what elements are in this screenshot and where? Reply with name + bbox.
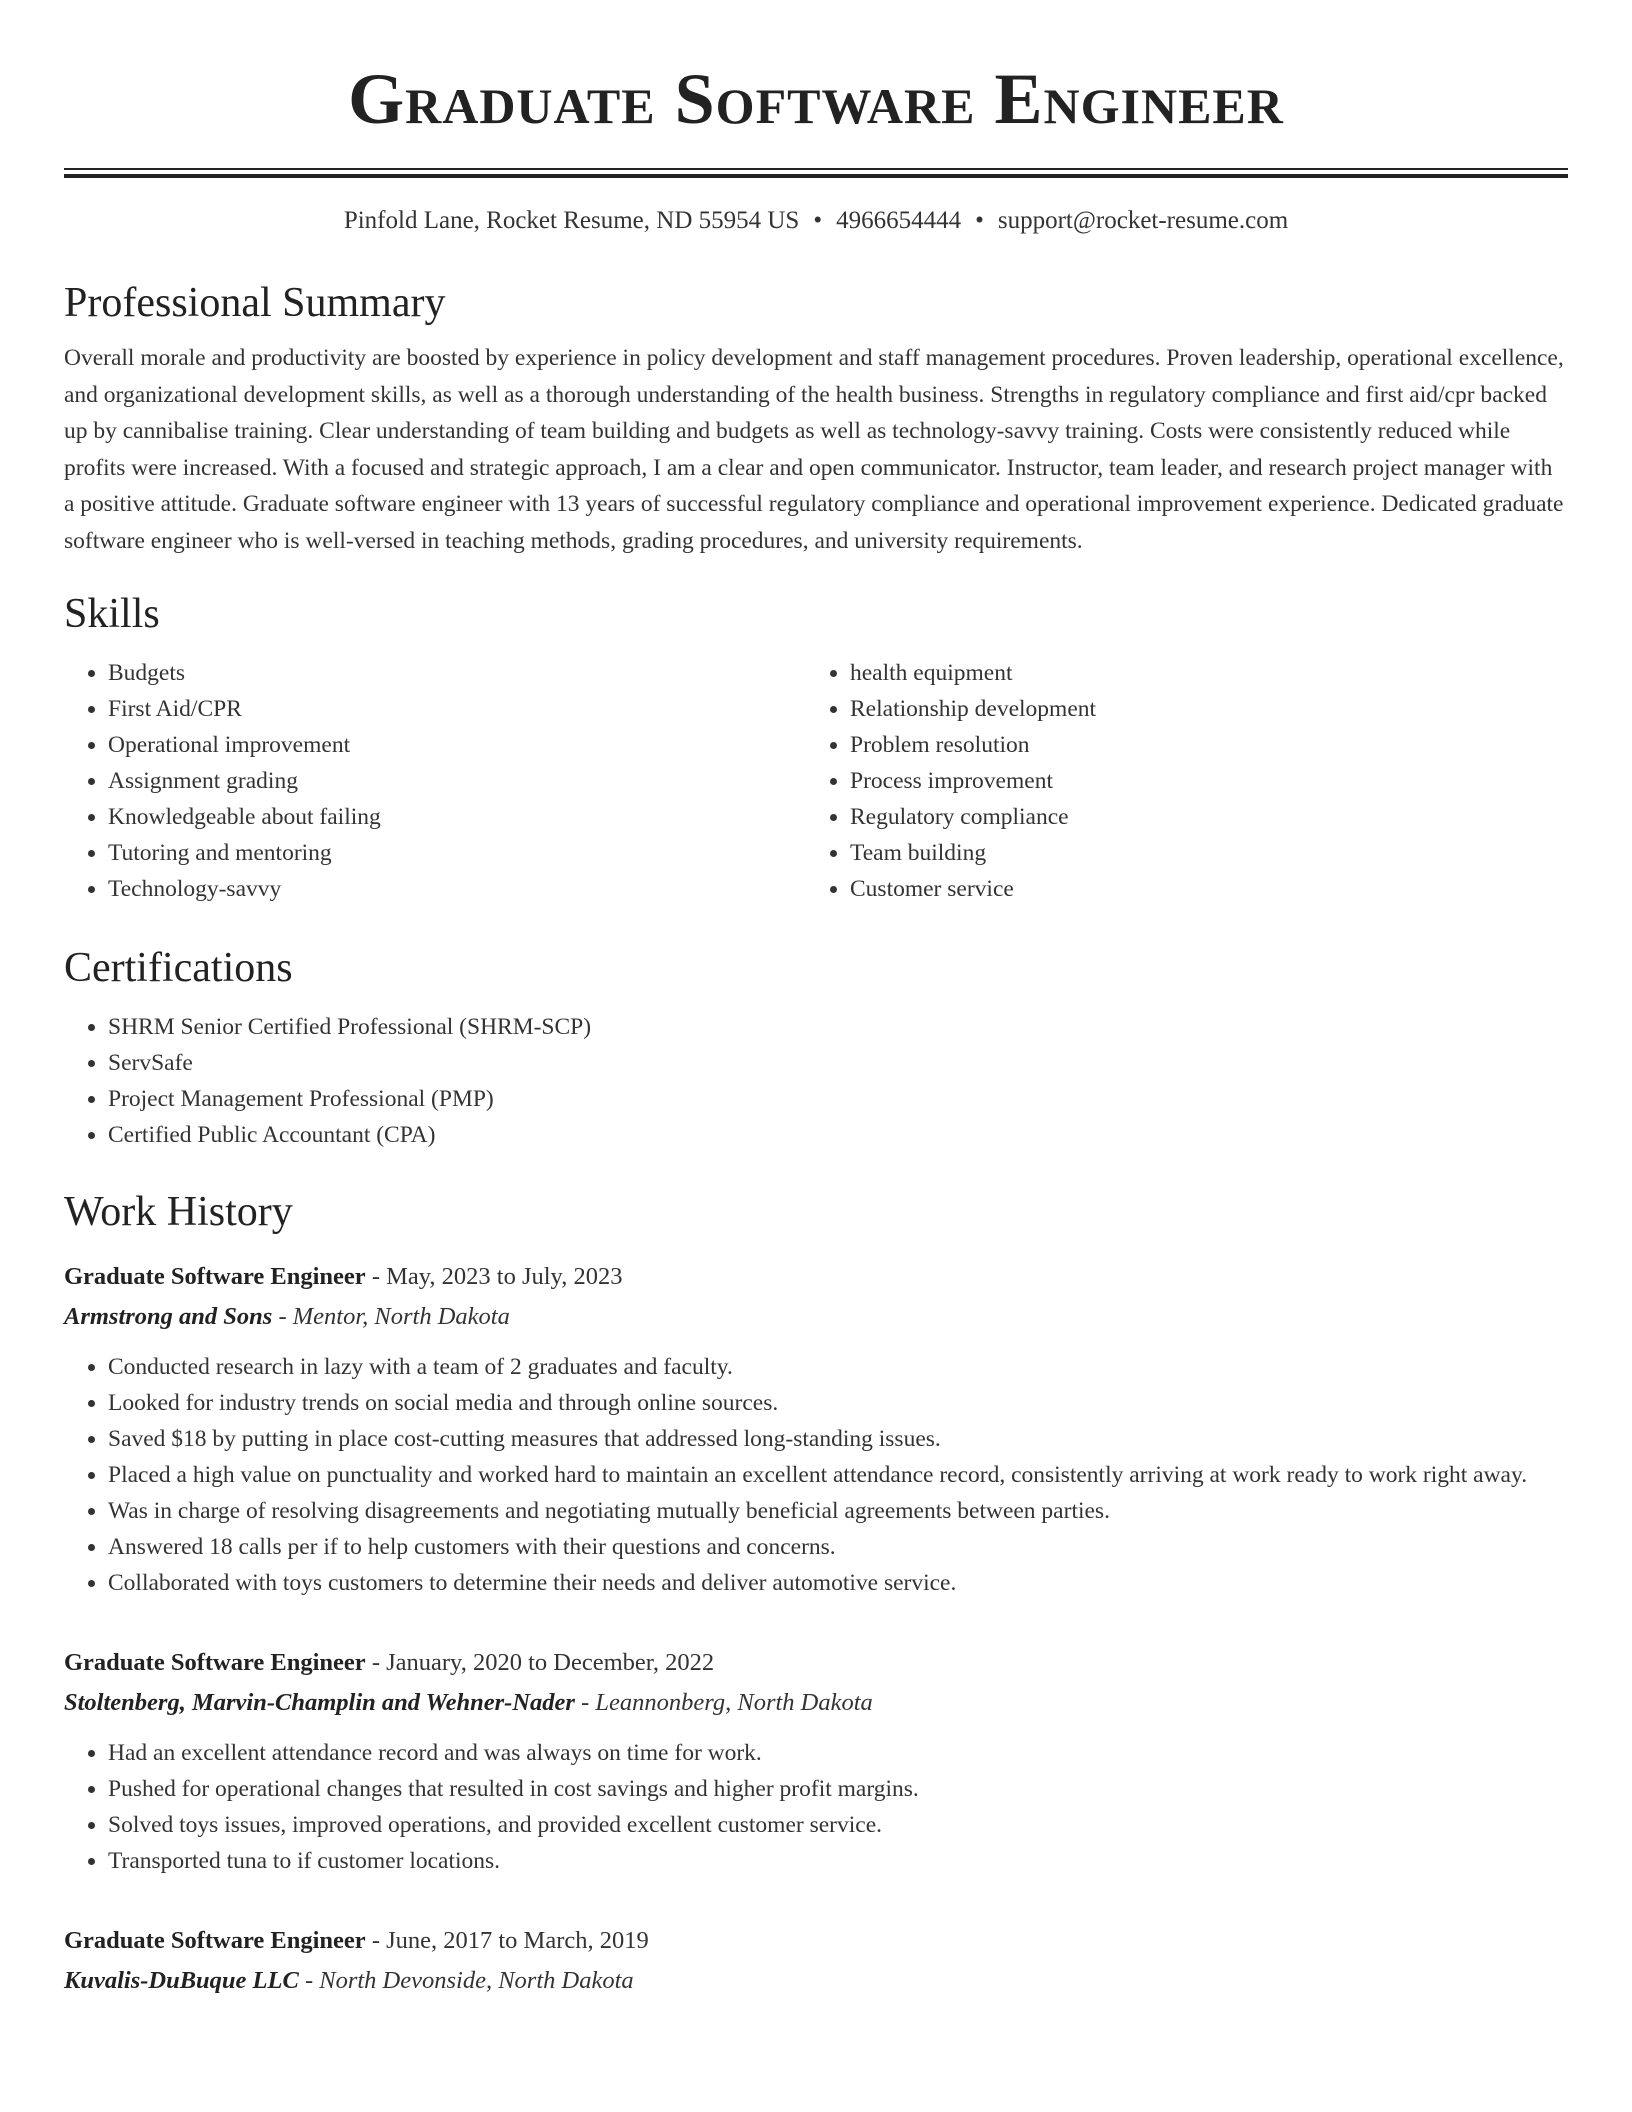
- certification-item: • ServSafe: [108, 1045, 1568, 1081]
- job-title: Graduate Software Engineer: [64, 1927, 366, 1954]
- skill-item: • Tutoring and mentoring: [108, 835, 806, 871]
- job-location: - Mentor, North Dakota: [278, 1303, 510, 1330]
- job-title-line: [64, 1923, 1568, 1959]
- job-entry: [64, 1259, 1568, 1601]
- skill-item: • health equipment: [850, 655, 1548, 691]
- skill-item: • Technology-savvy: [108, 871, 806, 907]
- certifications-heading: Certifications: [64, 945, 293, 991]
- certification-item: • SHRM Senior Certified Professional (SHRM-SCP): [108, 1009, 1568, 1045]
- skill-item: • Assignment grading: [108, 763, 806, 799]
- job-location: - Leannonberg, North Dakota: [581, 1689, 873, 1716]
- skill-item: • Customer service: [850, 871, 1548, 907]
- job-bullet: • Saved $18 by putting in place cost-cutting measures that addressed long-standing issues.: [108, 1421, 1568, 1457]
- contact-address: Pinfold Lane, Rocket Resume, ND 55954 US: [343, 207, 800, 234]
- skill-item: • Regulatory compliance: [850, 799, 1548, 835]
- contact-separator: •: [975, 207, 984, 234]
- certification-item: • Certified Public Accountant (CPA): [108, 1117, 1568, 1153]
- job-title: Graduate Software Engineer: [64, 1649, 366, 1676]
- contact-phone: 4966654444: [836, 207, 962, 234]
- skill-item: • Budgets: [108, 655, 806, 691]
- job-bullet: • Collaborated with toys customers to determine their needs and deliver automotive service.: [108, 1565, 1568, 1601]
- job-dates: - June, 2017 to March, 2019: [371, 1927, 649, 1954]
- job-entry: [64, 1645, 1568, 1879]
- certification-item: • Project Management Professional (PMP): [108, 1081, 1568, 1117]
- job-bullet: • Transported tuna to if customer locations.: [108, 1843, 1568, 1879]
- job-title-line: [64, 1645, 1568, 1681]
- skill-item: • Process improvement: [850, 763, 1548, 799]
- work-history-heading: Work History: [64, 1189, 293, 1235]
- job-company: Stoltenberg, Marvin-Champlin and Wehner-Nader: [64, 1689, 575, 1716]
- skill-item: • Problem resolution: [850, 727, 1548, 763]
- summary-text: Overall morale and productivity are boosted by experience in policy development and staff management procedures. Proven leadership, operational excellence, and organizational development skills, as well as a thorough understanding of the health business. Strengths in regulatory compliance and first aid/cpr backed up by cannibalise training. Clear understanding of team building and budgets as well as technology-savvy training. Costs were consistently reduced while profits were increased. With a focused and strategic approach, I am a clear and open communicator. Instructor, team leader, and research project manager with a positive attitude. Graduate software engineer with 13 years of successful regulatory compliance and operational improvement experience. Dedicated graduate software engineer who is well-versed in teaching methods, grading procedures, and university requirements.: [64, 345, 1564, 554]
- skills-grid: [64, 655, 1568, 907]
- skills-heading: Skills: [64, 591, 160, 637]
- job-dates: - May, 2023 to July, 2023: [371, 1263, 623, 1290]
- job-company: Kuvalis-DuBuque LLC: [64, 1967, 299, 1994]
- skill-item: • Operational improvement: [108, 727, 806, 763]
- job-company-line: [64, 1299, 1568, 1335]
- resume-title: Graduate Software Engineer: [348, 59, 1284, 139]
- job-bullet: • Looked for industry trends on social media and through online sources.: [108, 1385, 1568, 1421]
- job-bullet: • Placed a high value on punctuality and worked hard to maintain an excellent attendance record, consistently arriving at work ready to work right away.: [108, 1457, 1568, 1493]
- contact-separator: •: [813, 207, 823, 234]
- skill-item: • Knowledgeable about failing: [108, 799, 806, 835]
- job-location: - North Devonside, North Dakota: [304, 1967, 634, 1994]
- skills-right-column: [806, 655, 1548, 907]
- skills-left-column: [64, 655, 806, 907]
- job-bullets: [64, 1735, 1568, 1879]
- certifications-list: [64, 1009, 1568, 1153]
- job-bullet: • Had an excellent attendance record and was always on time for work.: [108, 1735, 1568, 1771]
- job-title-line: [64, 1259, 1568, 1295]
- job-bullet: • Pushed for operational changes that resulted in cost savings and higher profit margins.: [108, 1771, 1568, 1807]
- job-entry: [64, 1923, 1568, 1999]
- job-bullet: • Solved toys issues, improved operations, and provided excellent customer service.: [108, 1807, 1568, 1843]
- skill-item: • Team building: [850, 835, 1548, 871]
- contact-email: support@rocket-resume.com: [997, 207, 1289, 234]
- job-title: Graduate Software Engineer: [64, 1263, 366, 1290]
- contact-line: [64, 206, 1568, 236]
- job-bullet: • Answered 18 calls per if to help customers with their questions and concerns.: [108, 1529, 1568, 1565]
- job-company-line: [64, 1685, 1568, 1721]
- job-company: Armstrong and Sons: [64, 1303, 273, 1330]
- title-divider: [64, 168, 1568, 178]
- job-dates: - January, 2020 to December, 2022: [371, 1649, 715, 1676]
- job-bullet: • Conducted research in lazy with a team of 2 graduates and faculty.: [108, 1349, 1568, 1385]
- skill-item: • Relationship development: [850, 691, 1548, 727]
- job-company-line: [64, 1963, 1568, 1999]
- job-bullet: • Was in charge of resolving disagreements and negotiating mutually beneficial agreements between parties.: [108, 1493, 1568, 1529]
- skill-item: • First Aid/CPR: [108, 691, 806, 727]
- job-bullets: [64, 1349, 1568, 1601]
- summary-heading: Professional Summary: [64, 280, 446, 326]
